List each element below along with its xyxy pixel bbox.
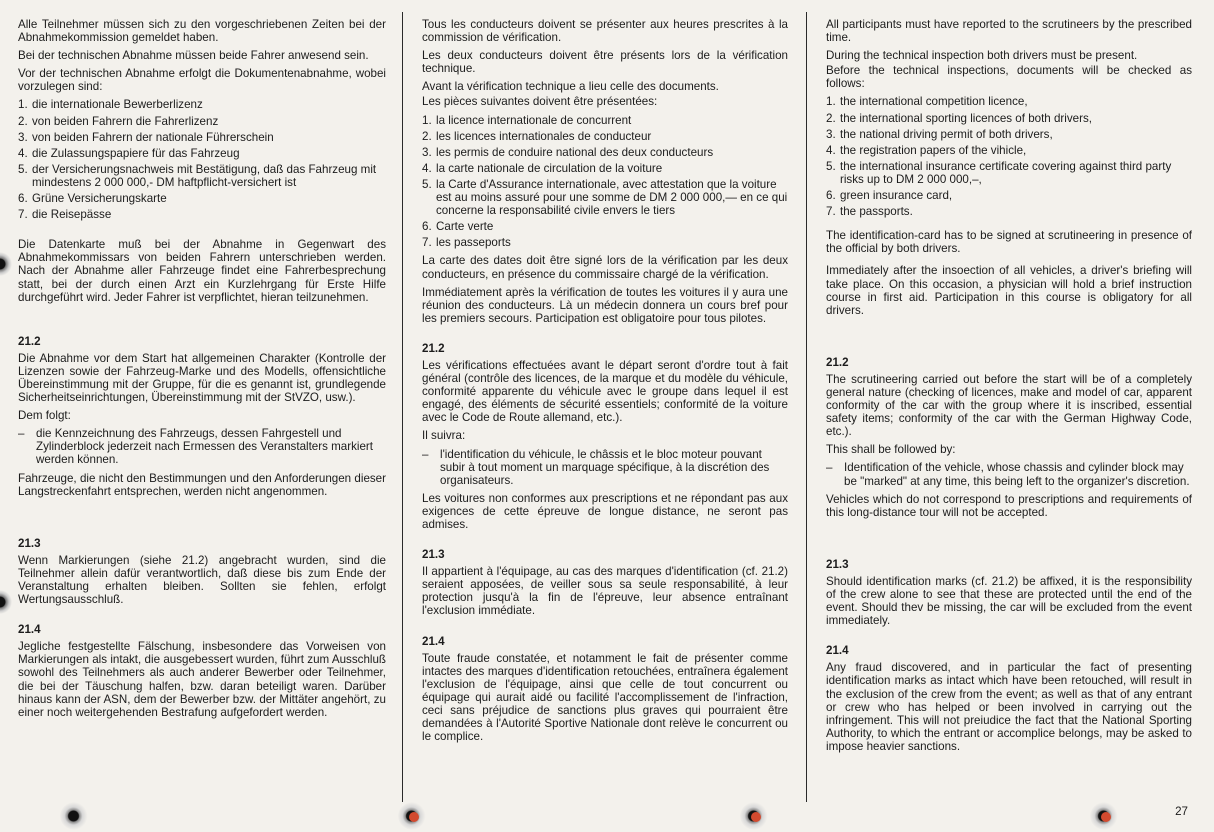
column-divider [806, 12, 807, 802]
list-text: the registration papers of the vihicle, [840, 143, 1027, 157]
de-paragraph-8: Wenn Markierungen (siehe 21.2) angebracht wurden, sind die Teilnehmer allein dafür verantwortlich, daß diese bis zum Ende der Veranstaltung erhalten bleiben. Sollten sie fehlen, erfolgt Wertungsausschluß. [18, 553, 386, 607]
list-text: die Zulassungspapiere für das Fahrzeug [32, 146, 240, 160]
dash-text: Identification of the vehicle, whose chassis and cylinder block may be "marked" at any time, this being left to the organizer's discretion. [844, 461, 1190, 488]
list-number: 1. [422, 113, 432, 127]
list-item [18, 208, 386, 221]
list-text: Carte verte [436, 220, 494, 234]
list-item [826, 112, 1192, 125]
de-paragraph-2: Bei der technischen Abnahme müssen beide Fahrer anwesend sein. [18, 49, 369, 63]
de-paragraph-5: Die Abnahme vor dem Start hat allgemeinen Charakter (Kontrolle der Lizenzen sowie der Fahrzeug-Marke und des Modells, offensichtliche Übereinstimmung mit der Gruppe, für die es genannt ist, grundlegende Sicherheitseinrichtungen, Übereinstimmung mit der StVZO, usw.). [18, 351, 386, 405]
en-paragraph-9: Should identification marks (cf. 21.2) be affixed, it is the responsibility of the crew alone to see that these are protected until the end of the event. Should thev be missing, the car will be excluded from the event immediately. [826, 574, 1192, 628]
english-column [826, 18, 1192, 758]
list-text: la Carte d'Assurance internationale, avec attestation que la voiture est au moins assuré pour une somme de DM 2 000 000,— en ce qui concerne la responsabilité civile envers le tiers [436, 177, 788, 218]
dash-bullet: – [826, 461, 833, 475]
list-item [422, 130, 788, 143]
dash-bullet: – [422, 447, 429, 461]
list-item [18, 147, 386, 160]
page-number: 27 [1175, 805, 1188, 818]
fr-paragraph-8: Les voitures non conformes aux prescriptions et ne répondant pas aux exigences de cette épreuve de longue distance, ne seront pas admises. [422, 491, 788, 531]
list-number: 7. [422, 236, 432, 250]
en-paragraph-3: Before the technical inspections, documents will be checked as follows: [826, 64, 1192, 91]
de-dash-item [18, 427, 386, 466]
de-paragraph-7: Fahrzeuge, die nicht den Bestimmungen und den Anforderungen dieser Langstreckenfahrt entsprechen, werden nicht angenommen. [18, 471, 386, 498]
en-paragraph-10: Any fraud discovered, and in particular the fact of presenting identification marks as intact which have been retouched, will result in the exclusion of the crew from the event; as well as that of any entrant or crew who has helped or been involved in carrying out the infringement. This will not preiudice the fact that the National Sporting Authority, to which the entrant or accomplice belongs, may be asked to impose heavier sanctions. [826, 661, 1192, 753]
french-column [422, 18, 788, 748]
list-number: 5. [422, 177, 432, 191]
en-paragraph-5: Immediately after the insoection of all vehicles, a driver's briefing will take place. On this occasion, a physician will hold a brief instruction course in first aid. Participation in this course is obligatory for all drivers. [826, 264, 1192, 317]
list-number: 2. [422, 129, 432, 143]
list-item [422, 146, 788, 159]
list-item [826, 128, 1192, 141]
list-item [18, 98, 386, 111]
list-item [422, 178, 788, 217]
list-text: der Versicherungsnachweis mit Bestätigung, daß das Fahrzeug mit mindestens 2 000 000,- DM haftpflicht-versichert ist [32, 162, 377, 189]
en-paragraph-8: Vehicles which do not correspond to prescriptions and requirements of this long-distance tour will not be accepted. [826, 492, 1192, 519]
list-item [826, 95, 1192, 108]
list-text: les passeports [436, 236, 511, 250]
de-paragraph-4: Die Datenkarte muß bei der Abnahme in Gegenwart des Abnahmekommissars von beiden Fahrern unterschrieben werden. Nach der Abnahme aller Fahrzeuge findet eine Fahrerbesprechung statt, bei der durch einen Arzt ein Kurzlehrgang für Erste Hilfe durchgeführt wird. Jeder Fahrer ist verpflichtet, hieran teilzunehmen. [18, 238, 386, 304]
list-item [826, 144, 1192, 157]
dash-text: l'identification du véhicule, le châssis et le bloc moteur pouvant subir à tout moment un marquage spécifique, à la discrétion des organisateurs. [440, 447, 770, 487]
list-number: 6. [422, 220, 432, 234]
list-number: 1. [18, 98, 28, 112]
list-text: die internationale Bewerberlizenz [32, 98, 203, 112]
list-text: the national driving permit of both drivers, [840, 127, 1053, 141]
list-text: les permis de conduire national des deux conducteurs [436, 145, 714, 159]
de-paragraph-1: Alle Teilnehmer müssen sich zu den vorgeschriebenen Zeiten bei der Abnahmekommission gemeldet haben. [18, 18, 386, 45]
binding-ring-icon [60, 802, 90, 830]
fr-paragraph-1: Tous les conducteurs doivent se présenter aux heures prescrites à la commission de vérification. [422, 18, 788, 45]
fr-heading-21-2: 21.2 [422, 341, 445, 355]
list-text: the international sporting licences of both drivers, [840, 111, 1092, 125]
de-heading-21-4: 21.4 [18, 623, 41, 637]
list-number: 7. [826, 205, 836, 219]
de-document-list [18, 98, 386, 221]
list-number: 6. [18, 192, 28, 206]
binding-hole-icon [0, 590, 16, 614]
fr-dash-item [422, 448, 788, 487]
de-paragraph-6: Dem folgt: [18, 409, 71, 423]
list-text: green insurance card, [840, 189, 953, 203]
en-paragraph-4: The identification-card has to be signed at scrutineering in presence of the official by both drivers. [826, 229, 1192, 256]
binding-hole-icon [0, 252, 16, 276]
list-number: 5. [18, 162, 28, 176]
fr-paragraph-7: Il suivra: [422, 429, 466, 443]
list-text: the international insurance certificate covering against third party risks up to DM 2 000 000,–, [840, 159, 1172, 186]
fr-paragraph-4: La carte des dates doit être signé lors de la vérification par les deux conducteurs, en présence du commissaire chargé de la vérification. [422, 254, 788, 281]
list-item [18, 131, 386, 144]
list-item [18, 115, 386, 128]
list-item [826, 160, 1192, 186]
list-number: 3. [826, 127, 836, 141]
en-heading-21-2: 21.2 [826, 355, 849, 369]
fr-heading-21-3: 21.3 [422, 548, 445, 562]
en-heading-21-4: 21.4 [826, 644, 849, 658]
fr-heading-21-4: 21.4 [422, 634, 445, 648]
en-dash-item [826, 461, 1192, 487]
binding-ring-icon [1090, 802, 1120, 830]
list-text: die Reisepässe [32, 208, 112, 222]
list-item [422, 220, 788, 233]
list-text: les licences internationales de conducteur [436, 129, 652, 143]
list-text: la licence internationale de concurrent [436, 113, 632, 127]
list-text: the passports. [840, 205, 913, 219]
fr-paragraph-6: Les vérifications effectuées avant le départ seront d'ordre tout à fait général (contrôle des licences, de la marque et du modèle du véhicule, conformité apparente du véhicule avec le groupe dans lequel il est engagé, des éléments de sécurité essentiels; conformité de la voiture avec le Code de Route allemand, etc.). [422, 358, 788, 425]
list-number: 6. [826, 189, 836, 203]
de-heading-21-3: 21.3 [18, 536, 41, 550]
list-number: 3. [18, 130, 28, 144]
en-paragraph-1: All participants must have reported to the scrutineers by the prescribed time. [826, 18, 1192, 45]
binding-ring-icon [398, 802, 428, 830]
dash-bullet: – [18, 427, 25, 441]
de-paragraph-9: Jegliche festgestellte Fälschung, insbesondere das Vorweisen von Markierungen als intakt, die ausgebessert wurden, führt zum Ausschluß sowohl des Teilnehmers als auch anderer Bewerber oder Teilnehmer, die bei der Täuschung halfen, bzw. daran beteiligt waren. Darüber hinaus kann der ASN, dem der Bewerber bzw. der Mittäter angehört, zu einer noch weitergehenden Bestrafung aufgefordert werden. [18, 640, 386, 719]
list-number: 1. [826, 95, 836, 109]
list-item [422, 162, 788, 175]
list-item [422, 236, 788, 249]
list-text: von beiden Fahrern die Fahrerlizenz [32, 114, 219, 128]
de-paragraph-3: Vor der technischen Abnahme erfolgt die Dokumentenabnahme, wobei vorzulegen sind: [18, 67, 386, 94]
dash-text: die Kennzeichnung des Fahrzeugs, dessen Fahrgestell und Zylinderblock jederzeit nach Ermessen des Veranstalters markiert werden können. [36, 427, 374, 467]
list-item [422, 114, 788, 127]
list-text: the international competition licence, [840, 95, 1028, 109]
de-heading-21-2: 21.2 [18, 334, 41, 348]
en-heading-21-3: 21.3 [826, 557, 849, 571]
fr-paragraph-5: Immédiatement après la vérification de toutes les voitures il y aura une réunion des conducteurs. Là un médecin donnera un cours bref pour les premiers secours. Participation est obligatoire pour tous pilotes. [422, 285, 788, 325]
german-column [18, 18, 386, 724]
en-document-list [826, 95, 1192, 218]
fr-paragraph-3: Avant la vérification technique a lieu celle des documents. [422, 80, 719, 94]
fr-paragraph-2: Les deux conducteurs doivent être présents lors de la vérification technique. [422, 49, 788, 76]
en-paragraph-7: This shall be followed by: [826, 443, 956, 457]
fr-paragraph-10: Toute fraude constatée, et notamment le fait de présenter comme intactes des marques d'identification retouchées, entraînera également l'exclusion de l'équipage, ainsi que celle de tout concurrent ou équipage qui aurait aidé ou facilité l'accomplissement de l'infraction, ceci sans préjudice de sanctions plus graves qui pourraient être demandées à l'Autorité Sportive Nationale dont relève le concurrent ou le complice. [422, 651, 788, 744]
list-number: 7. [18, 208, 28, 222]
list-number: 4. [422, 161, 432, 175]
fr-document-list [422, 114, 788, 250]
list-number: 2. [18, 114, 28, 128]
list-text: von beiden Fahrern der nationale Führerschein [32, 130, 274, 144]
fr-paragraph-9: Il appartient à l'équipage, au cas des marques d'identification (cf. 21.2) seraient apposées, de veiller sous sa seule responsabilité, à leur protection jusqu'à la fin de l'épreuve, leur absence entraînant l'exclusion immédiate. [422, 565, 788, 618]
binding-ring-icon [740, 802, 770, 830]
list-number: 4. [18, 146, 28, 160]
list-text: la carte nationale de circulation de la voiture [436, 161, 663, 175]
list-item [18, 163, 386, 189]
column-divider [402, 12, 403, 802]
list-number: 4. [826, 143, 836, 157]
list-item [18, 192, 386, 205]
list-text: Grüne Versicherungskarte [32, 192, 167, 206]
list-item [826, 205, 1192, 218]
list-number: 3. [422, 145, 432, 159]
fr-paragraph-3b: Les pièces suivantes doivent être présentées: [422, 95, 658, 109]
list-number: 2. [826, 111, 836, 125]
en-paragraph-2: During the technical inspection both drivers must be present. [826, 49, 1138, 63]
list-item [826, 189, 1192, 202]
en-paragraph-6: The scrutineering carried out before the start will be of a completely general nature (checking of licences, make and model of car, apparent conformity of the car with the group where it is inscribed, essential safety items; conformity of the car with the German Highway Code, etc.). [826, 372, 1192, 439]
list-number: 5. [826, 159, 836, 173]
